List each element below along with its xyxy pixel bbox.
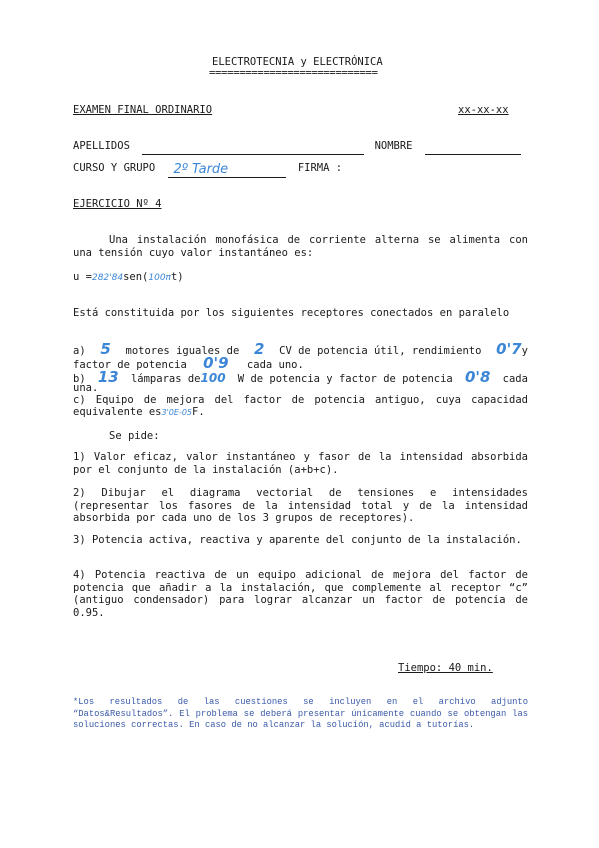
question-1: 1) Valor eficaz, valor instantáneo y fasor de la intensidad absorbida por el conjunto de la instalación (a+b+c). (73, 451, 528, 476)
item-a-text4: factor de potencia (73, 359, 187, 371)
item-c-line2 (73, 406, 205, 418)
course-value: 2º Tarde (173, 162, 229, 177)
item-a-motors: 5 (100, 340, 111, 358)
intro-paragraph: Una instalación monofásica de corriente alterna se alimenta con una tensión cuyo valor instantáneo es: (73, 234, 528, 259)
item-b-text1: lámparas de (130, 373, 201, 385)
item-a-cv: 2 (254, 340, 265, 358)
results-note: *Los resultados de las cuestiones se incluyen en el archivo adjunto “Datos&Resultados”. El problema se deberá presentar únicamente cuando se obtengan las soluciones correctas. En caso de no alcanzar la solución, acudid a tutorías. (73, 697, 528, 730)
item-a-power-factor: 0'9 (203, 354, 229, 372)
surname-field[interactable] (142, 142, 364, 155)
item-c-capacitance: 3'0E-05 (161, 408, 193, 417)
formula-amplitude: 282'84 (91, 273, 124, 283)
name-field[interactable] (425, 142, 521, 155)
exam-date: xx-xx-xx (458, 104, 509, 116)
signature-label: FIRMA : (297, 162, 343, 174)
surname-row (73, 140, 521, 155)
question-3: 3) Potencia activa, reactiva y aparente del conjunto de la instalación. (73, 534, 522, 546)
course-field[interactable] (168, 162, 286, 178)
course-label: CURSO Y GRUPO (73, 162, 156, 174)
item-b-text2: W de potencia y factor de potencia (237, 373, 453, 385)
name-label: NOMBRE (374, 140, 413, 152)
item-a-text1: motores iguales de (125, 345, 240, 357)
item-b-power-factor: 0'8 (464, 368, 491, 386)
item-b-watts: 100 (200, 371, 226, 385)
item-a-text3: y (521, 345, 528, 357)
formula-suffix: t) (170, 271, 184, 283)
formula-prefix: u = (73, 271, 92, 283)
asks-label: Se pide: (109, 430, 160, 442)
item-a-marker: a) (73, 345, 86, 357)
item-b-text3: cada (502, 373, 528, 385)
title-underline: ============================ (209, 67, 378, 79)
item-a-efficiency: 0'7 (496, 340, 522, 358)
formula-sen: sen( (123, 271, 149, 283)
exam-time: Tiempo: 40 min. (398, 662, 493, 674)
formula-omega: 100π (148, 273, 171, 283)
item-c-text1: equivalente es (73, 406, 162, 418)
question-4: 4) Potencia reactiva de un equipo adicional de mejora del factor de potencia que añadir a la instalación, que complemente al receptor “c” (antiguo condensador) para lograr alcanzar un factor de potencia de 0.95. (73, 569, 528, 619)
item-b-marker: b) (73, 373, 86, 385)
item-c-text2: F. (192, 406, 205, 418)
receivers-intro: Está constituida por los siguientes receptores conectados en paralelo (73, 307, 510, 319)
exam-label: EXAMEN FINAL ORDINARIO (73, 104, 213, 116)
question-2: 2) Dibujar el diagrama vectorial de tensiones e intensidades (representar los fasores de la intensidad total y de la intensidad absorbida por cada uno de los 3 grupos de receptores). (73, 487, 528, 524)
item-b-line1 (73, 368, 528, 386)
item-a-text5: cada uno. (246, 359, 304, 371)
page-title: ELECTROTECNIA y ELECTRÓNICA (212, 56, 383, 68)
course-row (73, 162, 342, 178)
item-b-lamps: 13 (97, 368, 119, 386)
exercise-title: EJERCICIO Nº 4 (73, 198, 162, 210)
item-a-text2: CV de potencia útil, rendimiento (279, 345, 482, 357)
item-b-line2: una. (73, 382, 99, 394)
voltage-formula (73, 271, 184, 283)
surname-label: APELLIDOS (73, 140, 130, 152)
item-c-line1: c) Equipo de mejora del factor de potencia antiguo, cuya capacidad (73, 394, 528, 406)
